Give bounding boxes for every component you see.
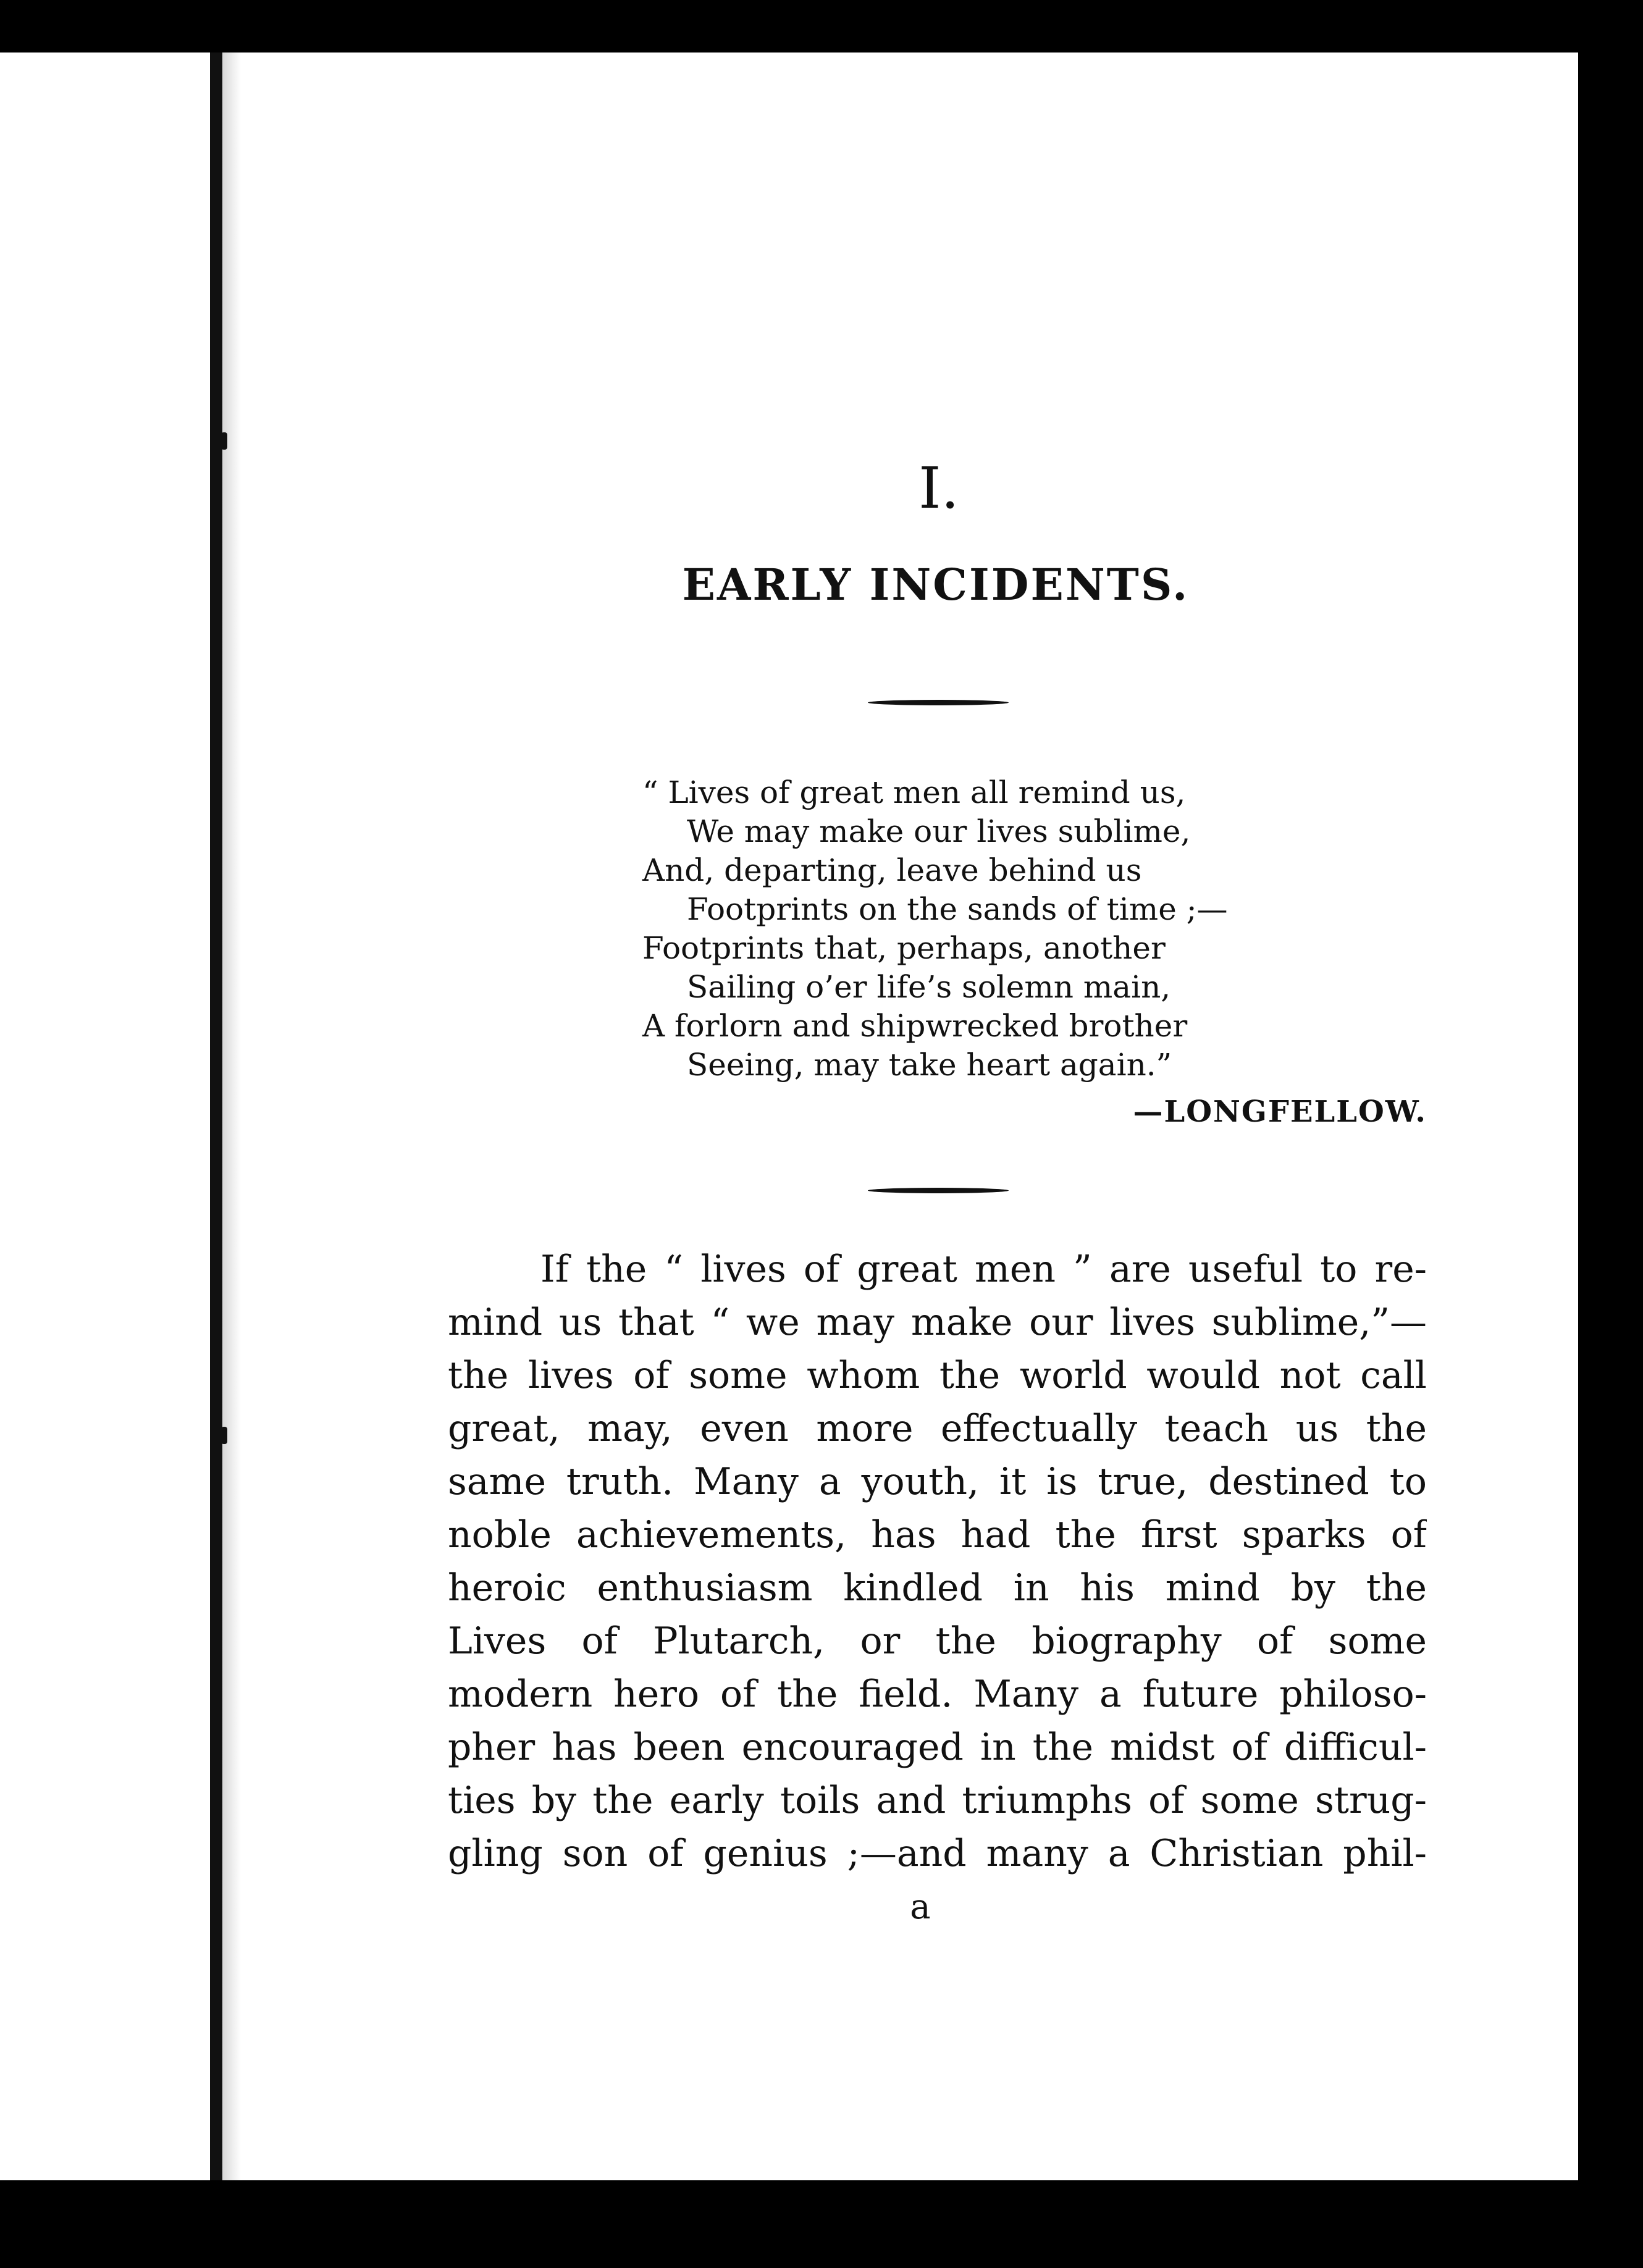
body-paragraph (448, 1243, 1427, 1880)
epigraph (642, 773, 1260, 1085)
chapter-number: I. (918, 455, 959, 521)
epigraph-line: Seeing, may take heart again.” (687, 1047, 1172, 1083)
body-line: gling son of genius ;—and many a Christian phil- (448, 1832, 1427, 1875)
epigraph-line: Footprints on the sands of time ;— (687, 891, 1228, 927)
gutter-shadow (222, 52, 241, 2180)
body-line: mind us that “ we may make our lives sublime,”— (448, 1301, 1427, 1344)
ornamental-rule-bottom (868, 1188, 1009, 1193)
chapter-title: EARLY INCIDENTS. (682, 559, 1190, 610)
body-line: ties by the early toils and triumphs of some strug- (448, 1779, 1427, 1822)
body-line: the lives of some whom the world would not call (448, 1354, 1427, 1397)
signature-mark: a (910, 1887, 931, 1927)
body-line: pher has been encouraged in the midst of difficul- (448, 1726, 1427, 1769)
body-line: Lives of Plutarch, or the biography of some (448, 1619, 1427, 1663)
epigraph-line: Footprints that, perhaps, another (642, 930, 1166, 966)
body-line: If the “ lives of great men ” are useful to re- (540, 1248, 1427, 1291)
body-line: noble achievements, has had the first sparks of (448, 1513, 1427, 1556)
ornamental-rule-top (868, 700, 1009, 705)
epigraph-attribution: —LONGFELLOW. (1133, 1094, 1427, 1129)
binding-edge (210, 52, 224, 2180)
margin-mark (221, 1427, 227, 1444)
epigraph-line: We may make our lives sublime, (687, 813, 1191, 849)
body-line: modern hero of the field. Many a future philoso- (448, 1673, 1427, 1716)
epigraph-line: A forlorn and shipwrecked brother (642, 1008, 1188, 1044)
epigraph-line: Sailing o’er life’s solemn main, (687, 969, 1171, 1005)
epigraph-line: And, departing, leave behind us (642, 852, 1142, 888)
body-line: great, may, even more effectually teach us the (448, 1407, 1427, 1450)
body-line: heroic enthusiasm kindled in his mind by the (448, 1566, 1427, 1610)
margin-mark (221, 432, 227, 450)
epigraph-line: “ Lives of great men all remind us, (642, 775, 1186, 810)
body-line: same truth. Many a youth, it is true, destined to (448, 1460, 1427, 1503)
facing-page-edge (0, 52, 210, 2180)
